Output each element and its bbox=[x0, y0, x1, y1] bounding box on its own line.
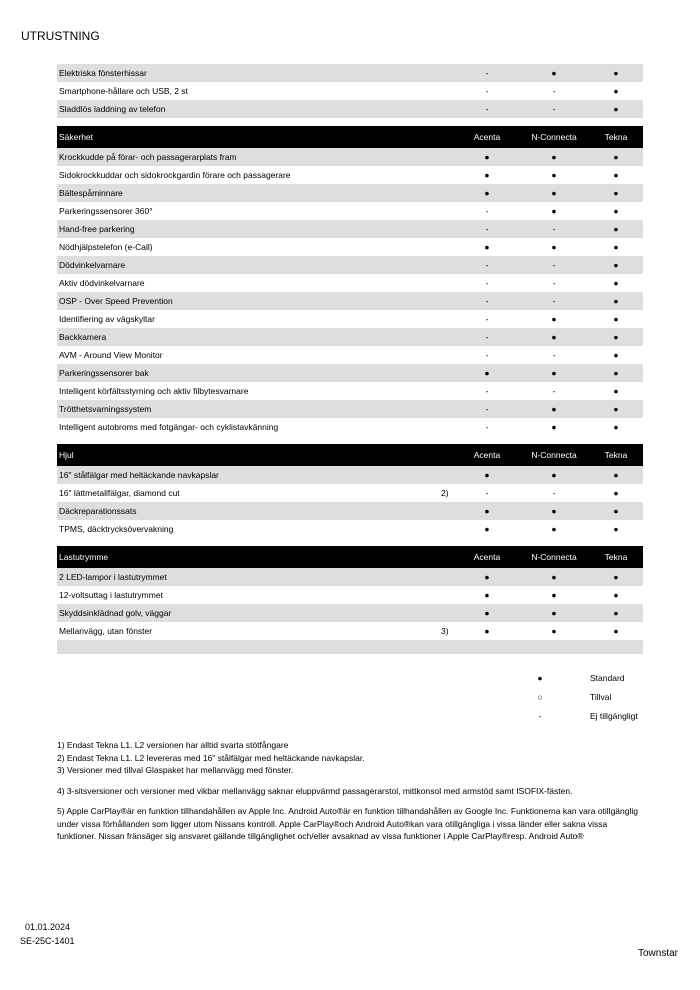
availability-mark: - bbox=[552, 104, 556, 114]
availability-mark: ● bbox=[613, 104, 619, 114]
row-label: Skyddsinklädnad golv, väggar bbox=[59, 608, 172, 618]
availability-mark: ● bbox=[613, 260, 619, 270]
table-row bbox=[57, 184, 643, 202]
row-label: Krockkudde på förar- och passagerarplats fram bbox=[59, 152, 237, 162]
availability-mark: ● bbox=[551, 152, 557, 162]
table-row bbox=[57, 166, 643, 184]
footnotes bbox=[57, 739, 647, 851]
row-footnote-ref: 2) bbox=[441, 488, 449, 498]
table-row bbox=[57, 418, 643, 436]
availability-mark: - bbox=[485, 296, 489, 306]
availability-mark: ● bbox=[613, 368, 619, 378]
availability-mark: - bbox=[485, 206, 489, 216]
row-label: 16" lättmetallfälgar, diamond cut bbox=[59, 488, 180, 498]
availability-mark: ● bbox=[613, 332, 619, 342]
availability-mark: ● bbox=[551, 608, 557, 618]
table-row bbox=[57, 292, 643, 310]
availability-mark: ● bbox=[484, 368, 490, 378]
availability-mark: - bbox=[552, 488, 556, 498]
availability-mark: ● bbox=[613, 224, 619, 234]
trim-column-header: Acenta bbox=[473, 450, 501, 460]
table-end-bar bbox=[57, 640, 643, 654]
row-label: Identifiering av vägskyltar bbox=[59, 314, 155, 324]
availability-mark: ● bbox=[551, 524, 557, 534]
availability-mark: - bbox=[552, 278, 556, 288]
table-row bbox=[57, 310, 643, 328]
page-title: UTRUSTNING bbox=[21, 29, 100, 43]
table-row bbox=[57, 64, 643, 82]
row-label: 2 LED-lampor i lastutrymmet bbox=[59, 572, 167, 582]
row-label: Dödvinkelvarnare bbox=[59, 260, 126, 270]
legend-text: Standard bbox=[590, 673, 625, 683]
availability-mark: ● bbox=[613, 608, 619, 618]
table-row bbox=[57, 622, 643, 640]
trim-column-header: N-Connecta bbox=[531, 132, 577, 142]
row-label: Elektriska fönsterhissar bbox=[59, 68, 147, 78]
availability-mark: ● bbox=[613, 386, 619, 396]
table-row bbox=[57, 520, 643, 538]
section-title: Säkerhet bbox=[59, 132, 94, 142]
trim-column-header: Acenta bbox=[473, 552, 501, 562]
row-label: OSP - Over Speed Prevention bbox=[59, 296, 173, 306]
trim-column-header: N-Connecta bbox=[531, 552, 577, 562]
legend-symbol: ● bbox=[537, 673, 543, 683]
availability-mark: - bbox=[552, 224, 556, 234]
availability-mark: - bbox=[485, 404, 489, 414]
availability-mark: ● bbox=[551, 332, 557, 342]
legend-symbol: ○ bbox=[537, 692, 543, 702]
availability-mark: ● bbox=[551, 404, 557, 414]
availability-mark: ● bbox=[613, 296, 619, 306]
table-row bbox=[57, 586, 643, 604]
row-label: Sidokrockkuddar och sidokrockgardin förare och passagerare bbox=[59, 170, 291, 180]
table-row bbox=[57, 364, 643, 382]
availability-mark: ● bbox=[613, 86, 619, 96]
row-label: Hand-free parkering bbox=[59, 224, 135, 234]
table-row bbox=[57, 466, 643, 484]
availability-mark: - bbox=[552, 296, 556, 306]
availability-mark: - bbox=[552, 386, 556, 396]
availability-mark: ● bbox=[551, 422, 557, 432]
legend-text: Ej tillgängligt bbox=[590, 711, 638, 721]
availability-mark: - bbox=[485, 278, 489, 288]
availability-mark: ● bbox=[613, 242, 619, 252]
section-header-säkerhet bbox=[57, 126, 643, 148]
document-code: SE-25C-1401 bbox=[20, 936, 75, 946]
row-label: Parkeringssensorer bak bbox=[59, 368, 149, 378]
availability-mark: ● bbox=[551, 170, 557, 180]
availability-mark: - bbox=[485, 422, 489, 432]
trim-column-header: Tekna bbox=[604, 450, 628, 460]
footnote-group bbox=[57, 785, 647, 798]
table-row bbox=[57, 100, 643, 118]
availability-mark: ● bbox=[613, 626, 619, 636]
legend-text: Tillval bbox=[590, 692, 612, 702]
availability-mark: ● bbox=[613, 152, 619, 162]
section-title: Lastutrymme bbox=[59, 552, 109, 562]
row-label: Smartphone-hållare och USB, 2 st bbox=[59, 86, 188, 96]
table-row bbox=[57, 604, 643, 622]
row-label: 12-voltsuttag i lastutrymmet bbox=[59, 590, 163, 600]
availability-mark: ● bbox=[613, 350, 619, 360]
availability-mark: ● bbox=[551, 368, 557, 378]
availability-mark: ● bbox=[613, 404, 619, 414]
availability-mark: - bbox=[552, 260, 556, 270]
table-row bbox=[57, 328, 643, 346]
availability-mark: - bbox=[485, 350, 489, 360]
footnote-4: 4) 3-sitsversioner och versioner med vikbar mellanvägg saknar eluppvärmd passagerarstol, mittkonsol med armstöd samt ISOFIX-fästen. bbox=[57, 785, 573, 796]
row-label: Trötthetsvarningssystem bbox=[59, 404, 152, 414]
availability-mark: ● bbox=[551, 206, 557, 216]
row-label: Bältespåminnare bbox=[59, 188, 123, 198]
availability-mark: - bbox=[485, 260, 489, 270]
row-label: Sladdlös laddning av telefon bbox=[59, 104, 166, 114]
availability-mark: ● bbox=[484, 188, 490, 198]
table-row bbox=[57, 346, 643, 364]
model-name: Townstar bbox=[637, 948, 678, 959]
availability-mark: - bbox=[552, 350, 556, 360]
availability-mark: ● bbox=[613, 572, 619, 582]
row-label: Mellanvägg, utan fönster bbox=[59, 626, 153, 636]
availability-mark: - bbox=[485, 104, 489, 114]
availability-mark: ● bbox=[484, 506, 490, 516]
availability-mark: - bbox=[485, 68, 489, 78]
table-row bbox=[57, 82, 643, 100]
availability-mark: ● bbox=[613, 524, 619, 534]
table-row bbox=[57, 202, 643, 220]
equipment-table bbox=[57, 64, 643, 654]
row-label: Nödhjälpstelefon (e-Call) bbox=[59, 242, 153, 252]
availability-mark: ● bbox=[613, 278, 619, 288]
trim-column-header: Tekna bbox=[604, 552, 628, 562]
availability-mark: ● bbox=[484, 572, 490, 582]
table-row bbox=[57, 274, 643, 292]
section-gap bbox=[57, 538, 643, 546]
availability-mark: ● bbox=[551, 506, 557, 516]
row-label: Aktiv dödvinkelvarnare bbox=[59, 278, 145, 288]
availability-mark: ● bbox=[551, 626, 557, 636]
availability-mark: ● bbox=[551, 590, 557, 600]
footnote-2: 2) Endast Tekna L1. L2 levereras med 16" stålfälgar med heltäckande navkapslar. bbox=[57, 752, 365, 763]
section-title: Hjul bbox=[59, 450, 74, 460]
availability-mark: ● bbox=[551, 242, 557, 252]
availability-mark: ● bbox=[613, 422, 619, 432]
section-header-hjul bbox=[57, 444, 643, 466]
section-gap bbox=[57, 118, 643, 126]
table-row bbox=[57, 148, 643, 166]
availability-mark: ● bbox=[613, 68, 619, 78]
availability-mark: ● bbox=[551, 572, 557, 582]
row-label: Intelligent autobroms med fotgängar- och cyklistavkänning bbox=[59, 422, 279, 432]
section-header-lastutrymme bbox=[57, 546, 643, 568]
row-label: Parkeringssensorer 360° bbox=[59, 206, 153, 216]
section-gap bbox=[57, 436, 643, 444]
availability-mark: ● bbox=[551, 470, 557, 480]
availability-mark: ● bbox=[551, 314, 557, 324]
table-row bbox=[57, 220, 643, 238]
table-row bbox=[57, 256, 643, 274]
row-label: Backkamera bbox=[59, 332, 107, 342]
footnote-3: 3) Versioner med tillval Glaspaket har mellanvägg med fönster. bbox=[57, 765, 294, 775]
footnote-1: 1) Endast Tekna L1. L2 versionen har alltid svarta stötfångare bbox=[57, 740, 289, 750]
availability-mark: ● bbox=[613, 590, 619, 600]
availability-mark: - bbox=[552, 86, 556, 96]
availability-mark: ● bbox=[613, 506, 619, 516]
trim-column-header: Acenta bbox=[473, 132, 501, 142]
availability-mark: - bbox=[485, 488, 489, 498]
row-label: TPMS, däcktrycksövervakning bbox=[59, 524, 174, 534]
availability-mark: ● bbox=[484, 470, 490, 480]
row-label: 16" stålfälgar med heltäckande navkapslar bbox=[59, 470, 219, 480]
row-label: Intelligent körfältsstyrning och aktiv filbytesvarnare bbox=[59, 386, 249, 396]
table-row bbox=[57, 568, 643, 586]
footnote-group bbox=[57, 805, 647, 843]
availability-mark: ● bbox=[613, 206, 619, 216]
availability-mark: ● bbox=[613, 470, 619, 480]
row-label: Däckreparationssats bbox=[59, 506, 137, 516]
availability-mark: - bbox=[485, 332, 489, 342]
availability-mark: - bbox=[485, 224, 489, 234]
row-label: AVM - Around View Monitor bbox=[59, 350, 163, 360]
trim-column-header: N-Connecta bbox=[531, 450, 577, 460]
trim-column-header: Tekna bbox=[604, 132, 628, 142]
availability-mark: ● bbox=[484, 626, 490, 636]
availability-mark: ● bbox=[551, 188, 557, 198]
availability-mark: ● bbox=[551, 68, 557, 78]
table-row bbox=[57, 484, 643, 502]
footnote-5: 5) Apple CarPlay®är en funktion tillhandahållen av Apple Inc. Android Auto®är en funktion tillhandahållen av Google Inc. Funktionerna kan vara otillgänglig under vissa förhållanden som ligger utom Nissans kontroll. Apple CarPlay®och Android Auto®kan vara otillgängliga i vissa länder eller sakna vissa funktioner. Nissan fränsäger sig ansvaret gällande tillgänglighet och/eller avsaknad av vissa funktioner i Apple CarPlay®resp. Android Auto® bbox=[57, 806, 638, 841]
table-row bbox=[57, 238, 643, 256]
document-date: 01.01.2024 bbox=[25, 922, 71, 932]
availability-mark: ● bbox=[613, 488, 619, 498]
availability-mark: ● bbox=[484, 152, 490, 162]
availability-mark: ● bbox=[613, 188, 619, 198]
availability-mark: ● bbox=[484, 170, 490, 180]
row-footnote-ref: 3) bbox=[441, 626, 449, 636]
availability-mark: ● bbox=[484, 608, 490, 618]
availability-mark: ● bbox=[613, 170, 619, 180]
footnote-group bbox=[57, 739, 647, 777]
availability-mark: - bbox=[485, 86, 489, 96]
table-row bbox=[57, 400, 643, 418]
availability-mark: - bbox=[485, 386, 489, 396]
availability-mark: - bbox=[485, 314, 489, 324]
availability-mark: ● bbox=[613, 314, 619, 324]
availability-mark: ● bbox=[484, 524, 490, 534]
availability-mark: ● bbox=[484, 590, 490, 600]
table-row bbox=[57, 502, 643, 520]
legend-symbol: - bbox=[538, 711, 542, 721]
availability-mark: ● bbox=[484, 242, 490, 252]
table-row bbox=[57, 382, 643, 400]
